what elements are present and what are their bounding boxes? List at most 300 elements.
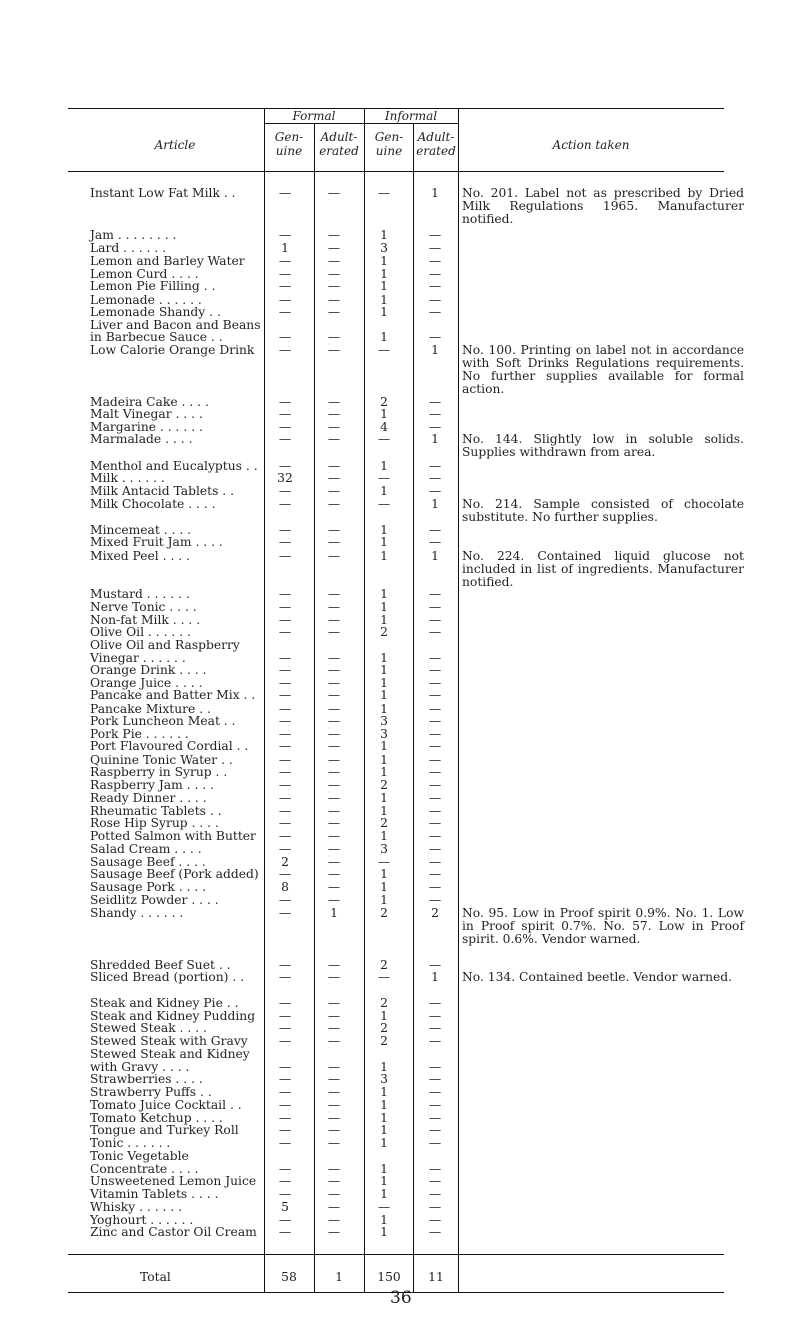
header-formal-genuine-line2: uine	[275, 144, 303, 158]
article-cell: Mixed Fruit Jam . . . .	[90, 535, 223, 550]
formal-genuine-cell: —	[278, 406, 292, 421]
col-line-5	[458, 108, 459, 1292]
article-cell: Stewed Steak with Gravy	[90, 1034, 248, 1049]
article-cell: Strawberries . . . .	[90, 1072, 203, 1087]
formal-genuine-cell: —	[278, 1059, 292, 1074]
formal-genuine-cell: —	[278, 803, 292, 818]
formal-adulterated-cell: —	[327, 650, 341, 665]
informal-genuine-cell: 1	[380, 1110, 388, 1125]
informal-adulterated-cell: 1	[431, 970, 439, 985]
total-informal-genuine: 150	[377, 1270, 401, 1284]
header-formal-adulterated-line2: erated	[319, 144, 359, 158]
informal-genuine-cell: 4	[380, 420, 388, 435]
action-note: No. 134. Contained beetle. Vendor warned.	[462, 970, 733, 985]
informal-genuine-cell: 1	[380, 266, 388, 281]
article-cell: Pork Luncheon Meat . .	[90, 713, 236, 728]
formal-genuine-cell: —	[278, 394, 292, 409]
header-informal-genuine	[364, 130, 414, 158]
informal-adulterated-cell: —	[428, 867, 442, 882]
informal-genuine-cell: 1	[380, 406, 388, 421]
formal-adulterated-cell: —	[327, 1161, 341, 1176]
informal-genuine-cell: 1	[380, 330, 388, 345]
article-cell: Salad Cream . . . .	[90, 841, 202, 856]
formal-adulterated-cell: —	[327, 228, 341, 243]
formal-adulterated-cell: —	[327, 1072, 341, 1087]
informal-adulterated-cell: —	[428, 1059, 442, 1074]
informal-genuine-cell: 1	[380, 803, 388, 818]
article-cell: Madeira Cake . . . .	[90, 394, 209, 409]
formal-adulterated-cell: —	[327, 1225, 341, 1240]
action-note: No. 214. Sample consisted of chocolate substitute. No further supplies.	[462, 496, 744, 524]
formal-genuine-cell: —	[278, 612, 292, 627]
header-informal-adulterated-line1: Adult-	[417, 130, 455, 144]
formal-adulterated-cell: —	[327, 816, 341, 831]
formal-genuine-cell: —	[278, 905, 292, 920]
informal-adulterated-cell: —	[428, 1174, 442, 1189]
informal-genuine-cell: 3	[380, 727, 388, 742]
formal-adulterated-cell: —	[327, 599, 341, 614]
formal-genuine-cell: —	[278, 1123, 292, 1138]
article-cell: Tomato Juice Cocktail . .	[90, 1097, 242, 1112]
informal-genuine-cell: 1	[380, 1008, 388, 1023]
formal-genuine-cell: —	[278, 1034, 292, 1049]
formal-genuine-cell: —	[278, 523, 292, 538]
formal-adulterated-cell: —	[327, 279, 341, 294]
formal-genuine-cell: —	[278, 650, 292, 665]
formal-genuine-cell: —	[278, 713, 292, 728]
formal-genuine-cell: —	[278, 1187, 292, 1202]
informal-genuine-cell: 1	[380, 1174, 388, 1189]
informal-adulterated-cell: 1	[431, 496, 439, 511]
informal-adulterated-cell: —	[428, 765, 442, 779]
article-cell: Ready Dinner . . . .	[90, 790, 207, 805]
informal-genuine-cell: 3	[380, 241, 388, 256]
informal-genuine-cell: 2	[380, 816, 388, 831]
page-number: 36	[390, 1288, 412, 1308]
total-formal-adulterated: 1	[335, 1270, 343, 1284]
formal-adulterated-cell: —	[327, 841, 341, 856]
formal-genuine-cell: —	[278, 484, 292, 499]
informal-adulterated-cell: —	[428, 228, 442, 243]
informal-adulterated-cell: —	[428, 841, 442, 856]
informal-genuine-cell: 3	[380, 713, 388, 728]
formal-genuine-cell: 5	[281, 1199, 289, 1214]
formal-adulterated-cell: —	[327, 854, 341, 869]
article-cell: Liver and Bacon and Beans	[90, 318, 261, 332]
formal-genuine-cell: —	[278, 1072, 292, 1087]
informal-genuine-cell: 1	[380, 292, 388, 307]
informal-adulterated-cell: —	[428, 1161, 442, 1176]
formal-adulterated-cell: —	[327, 342, 341, 357]
formal-adulterated-cell: —	[327, 688, 341, 703]
informal-genuine-cell: 1	[380, 1059, 388, 1074]
formal-genuine-cell: —	[278, 1110, 292, 1125]
formal-adulterated-cell: —	[327, 1059, 341, 1074]
article-cell: Nerve Tonic . . . .	[90, 599, 197, 614]
formal-genuine-cell: —	[278, 867, 292, 882]
informal-genuine-cell: —	[377, 854, 391, 869]
article-cell: Pancake Mixture . .	[90, 701, 211, 716]
informal-genuine-cell: 1	[380, 765, 388, 779]
informal-genuine-cell: 1	[380, 458, 388, 473]
article-cell: Lard . . . . . .	[90, 241, 167, 256]
informal-adulterated-cell: —	[428, 880, 442, 895]
informal-genuine-cell: 2	[380, 625, 388, 640]
informal-adulterated-cell: —	[428, 292, 442, 307]
formal-genuine-cell: —	[278, 1161, 292, 1176]
article-cell: Orange Drink . . . .	[90, 662, 207, 677]
formal-adulterated-cell: —	[327, 1136, 341, 1151]
informal-adulterated-cell: —	[428, 790, 442, 805]
formal-adulterated-cell: —	[327, 394, 341, 409]
formal-genuine-cell: 32	[277, 471, 293, 486]
formal-genuine-cell: —	[278, 266, 292, 281]
article-cell: Milk . . . . . .	[90, 471, 165, 486]
informal-genuine-cell: 2	[380, 995, 388, 1010]
informal-adulterated-cell: —	[428, 1008, 442, 1023]
article-cell: Stewed Steak and Kidney	[90, 1046, 250, 1061]
article-cell: Raspberry in Syrup . .	[90, 765, 228, 779]
informal-adulterated-cell: —	[428, 1072, 442, 1087]
informal-genuine-cell: 2	[380, 778, 388, 793]
informal-genuine-cell: 1	[380, 739, 388, 754]
informal-genuine-cell: 1	[380, 1161, 388, 1176]
informal-genuine-cell: 3	[380, 841, 388, 856]
informal-adulterated-cell: —	[428, 752, 442, 767]
formal-genuine-cell: —	[278, 420, 292, 435]
informal-adulterated-cell: —	[428, 803, 442, 818]
formal-adulterated-cell: —	[327, 790, 341, 805]
article-cell: Vitamin Tablets . . . .	[90, 1187, 219, 1202]
informal-adulterated-cell: —	[428, 829, 442, 844]
header-informal-genuine-line1: Gen-	[374, 130, 404, 144]
informal-adulterated-cell: —	[428, 406, 442, 421]
header-formal-genuine	[264, 130, 314, 158]
formal-adulterated-cell: —	[327, 1123, 341, 1138]
informal-adulterated-cell: —	[428, 778, 442, 793]
action-note: No. 100. Printing on label not in accordance with Soft Drinks Regulations requirements. No further supplies available for formal action.	[462, 342, 744, 396]
header-formal-genuine-line1: Gen-	[274, 130, 304, 144]
informal-adulterated-cell: —	[428, 1085, 442, 1100]
article-cell: Non-fat Milk . . . .	[90, 612, 201, 627]
informal-adulterated-cell: —	[428, 241, 442, 256]
informal-genuine-cell: 3	[380, 1072, 388, 1087]
informal-genuine-cell: 1	[380, 587, 388, 602]
informal-genuine-cell: —	[377, 432, 391, 447]
formal-adulterated-cell: —	[327, 253, 341, 268]
action-note: No. 201. Label not as prescribed by Dried Milk Regulations 1965. Manufacturer notified.	[462, 185, 744, 226]
informal-genuine-cell: 1	[380, 752, 388, 767]
formal-genuine-cell: —	[278, 676, 292, 691]
informal-genuine-cell: 1	[380, 829, 388, 844]
formal-genuine-cell: —	[278, 330, 292, 345]
formal-adulterated-cell: —	[327, 304, 341, 319]
article-cell: Shredded Beef Suet . .	[90, 957, 231, 972]
informal-adulterated-cell: —	[428, 458, 442, 473]
formal-adulterated-cell: —	[327, 1199, 341, 1214]
formal-genuine-cell: 1	[281, 241, 289, 256]
article-cell: Lemonade . . . . . .	[90, 292, 202, 307]
header-informal-genuine-line2: uine	[375, 144, 403, 158]
formal-genuine-cell: —	[278, 304, 292, 319]
informal-genuine-cell: 1	[380, 676, 388, 691]
informal-genuine-cell: 1	[380, 548, 388, 563]
informal-genuine-cell: —	[377, 1199, 391, 1214]
formal-adulterated-cell: —	[327, 1212, 341, 1227]
article-cell: in Barbecue Sauce . .	[90, 330, 223, 345]
informal-adulterated-cell: —	[428, 253, 442, 268]
header-action: Action taken	[552, 138, 630, 152]
informal-genuine-cell: —	[377, 970, 391, 985]
article-cell: Instant Low Fat Milk . .	[90, 185, 236, 200]
informal-genuine-cell: 1	[380, 535, 388, 550]
informal-genuine-cell: 1	[380, 701, 388, 716]
informal-adulterated-cell: —	[428, 701, 442, 716]
formal-genuine-cell: —	[278, 587, 292, 602]
formal-adulterated-cell: —	[327, 892, 341, 907]
informal-adulterated-cell: —	[428, 625, 442, 640]
article-cell: Tomato Ketchup . . . .	[90, 1110, 223, 1125]
formal-genuine-cell: —	[278, 1085, 292, 1100]
formal-genuine-cell: —	[278, 535, 292, 550]
formal-genuine-cell: —	[278, 625, 292, 640]
informal-adulterated-cell: —	[428, 1212, 442, 1227]
col-line-4	[413, 123, 414, 1292]
informal-genuine-cell: —	[377, 185, 391, 200]
header-formal: Formal	[292, 109, 336, 123]
formal-adulterated-cell: —	[327, 471, 341, 486]
article-cell: Mincemeat . . . .	[90, 523, 192, 538]
formal-genuine-cell: —	[278, 892, 292, 907]
informal-genuine-cell: 1	[380, 304, 388, 319]
informal-adulterated-cell: —	[428, 523, 442, 538]
formal-adulterated-cell: —	[327, 292, 341, 307]
informal-genuine-cell: 1	[380, 662, 388, 677]
informal-genuine-cell: 1	[380, 612, 388, 627]
formal-genuine-cell: —	[278, 432, 292, 447]
formal-genuine-cell: —	[278, 342, 292, 357]
article-cell: Marmalade . . . .	[90, 432, 193, 447]
formal-genuine-cell: 8	[281, 880, 289, 895]
article-cell: Sliced Bread (portion) . .	[90, 970, 245, 985]
article-cell: Menthol and Eucalyptus . .	[90, 458, 258, 473]
formal-genuine-cell: 2	[281, 854, 289, 869]
informal-adulterated-cell: —	[428, 484, 442, 499]
informal-adulterated-cell: —	[428, 612, 442, 627]
article-cell: Pork Pie . . . . . .	[90, 727, 189, 742]
formal-adulterated-cell: —	[327, 778, 341, 793]
formal-genuine-cell: —	[278, 1008, 292, 1023]
informal-adulterated-cell: 2	[431, 905, 439, 920]
informal-adulterated-cell: —	[428, 394, 442, 409]
informal-adulterated-cell: —	[428, 1123, 442, 1138]
informal-genuine-cell: 1	[380, 867, 388, 882]
informal-genuine-cell: —	[377, 471, 391, 486]
informal-genuine-cell: 1	[380, 523, 388, 538]
formal-genuine-cell: —	[278, 458, 292, 473]
informal-genuine-cell: 1	[380, 253, 388, 268]
formal-genuine-cell: —	[278, 701, 292, 716]
article-cell: Yoghourt . . . . . .	[90, 1212, 194, 1227]
formal-adulterated-cell: —	[327, 548, 341, 563]
total-formal-genuine: 58	[281, 1270, 297, 1284]
informal-genuine-cell: 1	[380, 1225, 388, 1240]
article-cell: Quinine Tonic Water . .	[90, 752, 233, 767]
formal-adulterated-cell: —	[327, 587, 341, 602]
article-cell: Port Flavoured Cordial . .	[90, 739, 249, 754]
formal-genuine-cell: —	[278, 1021, 292, 1036]
formal-genuine-cell: —	[278, 292, 292, 307]
header-formal-adulterated	[314, 130, 364, 158]
article-cell: Potted Salmon with Butter	[90, 829, 256, 844]
formal-adulterated-cell: —	[327, 330, 341, 345]
informal-genuine-cell: 1	[380, 228, 388, 243]
formal-genuine-cell: —	[278, 841, 292, 856]
formal-adulterated-cell: —	[327, 185, 341, 200]
informal-adulterated-cell: —	[428, 420, 442, 435]
formal-genuine-cell: —	[278, 662, 292, 677]
formal-adulterated-cell: —	[327, 625, 341, 640]
formal-adulterated-cell: —	[327, 995, 341, 1010]
informal-genuine-cell: 1	[380, 1097, 388, 1112]
article-cell: Zinc and Castor Oil Cream	[90, 1225, 257, 1240]
formal-adulterated-cell: —	[327, 676, 341, 691]
formal-adulterated-cell: —	[327, 752, 341, 767]
formal-adulterated-cell: —	[327, 458, 341, 473]
article-cell: Steak and Kidney Pudding	[90, 1008, 256, 1023]
formal-adulterated-cell: —	[327, 713, 341, 728]
article-cell: Steak and Kidney Pie . .	[90, 995, 239, 1010]
action-note: No. 224. Contained liquid glucose not included in list of ingredients. Manufacturer notified.	[462, 548, 744, 589]
informal-adulterated-cell: 1	[431, 185, 439, 200]
total-top-rule	[68, 1254, 724, 1255]
formal-genuine-cell: —	[278, 1225, 292, 1240]
formal-genuine-cell: —	[278, 1174, 292, 1189]
informal-adulterated-cell: —	[428, 1199, 442, 1214]
informal-adulterated-cell: —	[428, 1097, 442, 1112]
informal-adulterated-cell: —	[428, 713, 442, 728]
formal-genuine-cell: —	[278, 1212, 292, 1227]
informal-genuine-cell: 2	[380, 957, 388, 972]
header-formal-adulterated-line1: Adult-	[320, 130, 358, 144]
header-article: Article	[154, 138, 196, 152]
formal-genuine-cell: —	[278, 1136, 292, 1151]
informal-adulterated-cell: 1	[431, 432, 439, 447]
informal-genuine-cell: 1	[380, 650, 388, 665]
formal-adulterated-cell: —	[327, 867, 341, 882]
informal-adulterated-cell: 1	[431, 342, 439, 357]
article-cell: Rose Hip Syrup . . . .	[90, 816, 219, 831]
formal-adulterated-cell: —	[327, 1097, 341, 1112]
header-informal: Informal	[384, 109, 438, 123]
formal-genuine-cell: —	[278, 739, 292, 754]
formal-genuine-cell: —	[278, 599, 292, 614]
article-cell: Milk Antacid Tablets . .	[90, 484, 235, 499]
informal-adulterated-cell: —	[428, 995, 442, 1010]
formal-genuine-cell: —	[278, 228, 292, 243]
informal-adulterated-cell: —	[428, 599, 442, 614]
article-cell: Olive Oil . . . . . .	[90, 625, 191, 640]
article-cell: Low Calorie Orange Drink	[90, 342, 255, 357]
informal-adulterated-cell: 1	[431, 548, 439, 563]
formal-genuine-cell: —	[278, 688, 292, 703]
article-cell: Sausage Beef . . . .	[90, 854, 206, 869]
article-cell: Shandy . . . . . .	[90, 905, 184, 920]
formal-adulterated-cell: —	[327, 880, 341, 895]
article-cell: Raspberry Jam . . . .	[90, 778, 215, 793]
formal-genuine-cell: —	[278, 253, 292, 268]
article-cell: Milk Chocolate . . . .	[90, 496, 216, 511]
informal-adulterated-cell: —	[428, 330, 442, 345]
informal-adulterated-cell: —	[428, 727, 442, 742]
article-cell: Sausage Beef (Pork added)	[90, 867, 259, 882]
informal-genuine-cell: 1	[380, 1123, 388, 1138]
informal-genuine-cell: —	[377, 342, 391, 357]
informal-genuine-cell: 2	[380, 1021, 388, 1036]
informal-adulterated-cell: —	[428, 957, 442, 972]
informal-genuine-cell: —	[377, 496, 391, 511]
article-cell: Sausage Pork . . . .	[90, 880, 207, 895]
total-informal-adulterated: 11	[428, 1270, 444, 1284]
informal-genuine-cell: 1	[380, 880, 388, 895]
informal-adulterated-cell: —	[428, 279, 442, 294]
article-cell: with Gravy . . . .	[90, 1059, 190, 1074]
action-note: No. 144. Slightly low in soluble solids. Supplies withdrawn from area.	[462, 432, 744, 460]
informal-genuine-cell: 2	[380, 394, 388, 409]
informal-adulterated-cell: —	[428, 266, 442, 281]
formal-genuine-cell: —	[278, 970, 292, 985]
article-cell: Mixed Peel . . . .	[90, 548, 190, 563]
informal-genuine-cell: 1	[380, 279, 388, 294]
article-cell: Tonic Vegetable	[90, 1148, 189, 1163]
formal-genuine-cell: —	[278, 995, 292, 1010]
action-note: No. 95. Low in Proof spirit 0.9%. No. 1. Low in Proof spirit 0.7%. No. 57. Low in Proof spirit. 0.6%. Vendor warned.	[462, 905, 744, 946]
formal-adulterated-cell: —	[327, 1110, 341, 1125]
informal-adulterated-cell: —	[428, 1034, 442, 1049]
informal-genuine-cell: 1	[380, 1136, 388, 1151]
informal-adulterated-cell: —	[428, 676, 442, 691]
formal-adulterated-cell: —	[327, 535, 341, 550]
informal-adulterated-cell: —	[428, 816, 442, 831]
informal-adulterated-cell: —	[428, 304, 442, 319]
informal-adulterated-cell: —	[428, 587, 442, 602]
informal-genuine-cell: 1	[380, 484, 388, 499]
formal-genuine-cell: —	[278, 496, 292, 511]
header-mid-rule-informal	[364, 123, 458, 124]
article-cell: Lemonade Shandy . .	[90, 304, 221, 319]
article-cell: Lemon Pie Filling . .	[90, 279, 216, 294]
informal-genuine-cell: 1	[380, 1085, 388, 1100]
formal-adulterated-cell: —	[327, 612, 341, 627]
formal-adulterated-cell: —	[327, 484, 341, 499]
header-bottom-rule	[68, 171, 724, 172]
formal-adulterated-cell: —	[327, 970, 341, 985]
article-cell: Pancake and Batter Mix . .	[90, 688, 256, 703]
informal-genuine-cell: 2	[380, 905, 388, 920]
formal-adulterated-cell: —	[327, 432, 341, 447]
article-cell: Lemon Curd . . . .	[90, 266, 199, 281]
formal-adulterated-cell: —	[327, 241, 341, 256]
informal-adulterated-cell: —	[428, 471, 442, 486]
formal-adulterated-cell: —	[327, 662, 341, 677]
formal-adulterated-cell: —	[327, 266, 341, 281]
formal-adulterated-cell: —	[327, 523, 341, 538]
formal-adulterated-cell: —	[327, 727, 341, 742]
formal-adulterated-cell: —	[327, 496, 341, 511]
informal-adulterated-cell: —	[428, 1136, 442, 1151]
formal-genuine-cell: —	[278, 548, 292, 563]
article-cell: Mustard . . . . . .	[90, 587, 190, 602]
